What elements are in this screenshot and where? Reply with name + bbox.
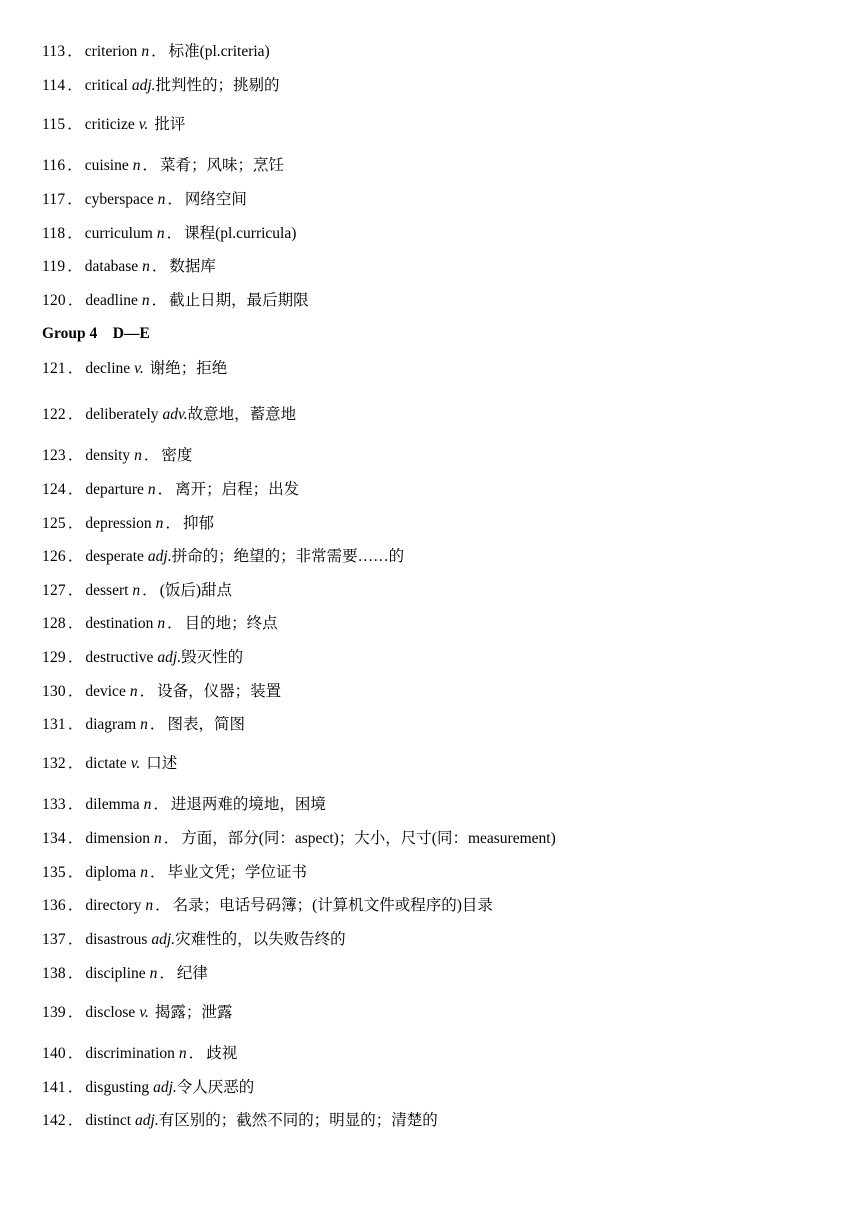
- group-heading: Group 4 D—E: [42, 325, 150, 342]
- list-item: 121 ． decline v. 谢绝；拒绝: [42, 360, 228, 377]
- list-item: 116 ． cuisine n ． 菜肴；风味；烹饪: [42, 157, 284, 174]
- list-item: 141 ． disgusting adj.令人厌恶的: [42, 1079, 255, 1096]
- list-item: 139 ． disclose v. 揭露；泄露: [42, 1004, 233, 1021]
- list-item: 134 ． dimension n ． 方面，部分(同：aspect)；大小，尺寸(同：measurement): [42, 830, 556, 847]
- list-item: 126 ． desperate adj.拼命的；绝望的；非常需要……的: [42, 548, 405, 565]
- list-item: 119 ． database n ． 数据库: [42, 258, 216, 275]
- list-item: 114 ． critical adj.批判性的；挑剔的: [42, 77, 280, 94]
- list-item: 124 ． departure n ． 离开；启程；出发: [42, 481, 300, 498]
- list-item: 132 ． dictate v. 口述: [42, 755, 178, 772]
- list-item: 133 ． dilemma n ． 进退两难的境地，困境: [42, 796, 326, 813]
- list-item: 142 ． distinct adj.有区别的；截然不同的；明显的；清楚的: [42, 1112, 438, 1129]
- list-item: 120 ． deadline n ． 截止日期，最后期限: [42, 292, 309, 309]
- list-item: 135 ． diploma n ． 毕业文凭；学位证书: [42, 864, 307, 881]
- list-item: 123 ． density n ． 密度: [42, 447, 193, 464]
- list-item: 118 ． curriculum n ． 课程(pl.curricula): [42, 225, 297, 242]
- list-item: 140 ． discrimination n ． 歧视: [42, 1045, 238, 1062]
- list-item: 130 ． device n ． 设备，仪器；装置: [42, 683, 282, 700]
- list-item: 125 ． depression n ． 抑郁: [42, 515, 214, 532]
- list-item: 129 ． destructive adj.毁灭性的: [42, 649, 244, 666]
- list-item: 137 ． disastrous adj.灾难性的，以失败告终的: [42, 931, 346, 948]
- list-item: 115 ． criticize v. 批评: [42, 116, 186, 133]
- list-item: 138 ． discipline n ． 纪律: [42, 965, 208, 982]
- list-item: 122 ． deliberately adv.故意地，蓄意地: [42, 406, 297, 423]
- list-item: 113 ． criterion n ． 标准(pl.criteria): [42, 43, 270, 60]
- list-item: 127 ． dessert n ． (饭后)甜点: [42, 582, 233, 599]
- list-item: 136 ． directory n ． 名录；电话号码簿；(计算机文件或程序的)目录: [42, 897, 493, 914]
- list-item: 131 ． diagram n ． 图表，简图: [42, 716, 245, 733]
- list-item: 128 ． destination n ． 目的地；终点: [42, 615, 278, 632]
- list-item: 117 ． cyberspace n ． 网络空间: [42, 191, 247, 208]
